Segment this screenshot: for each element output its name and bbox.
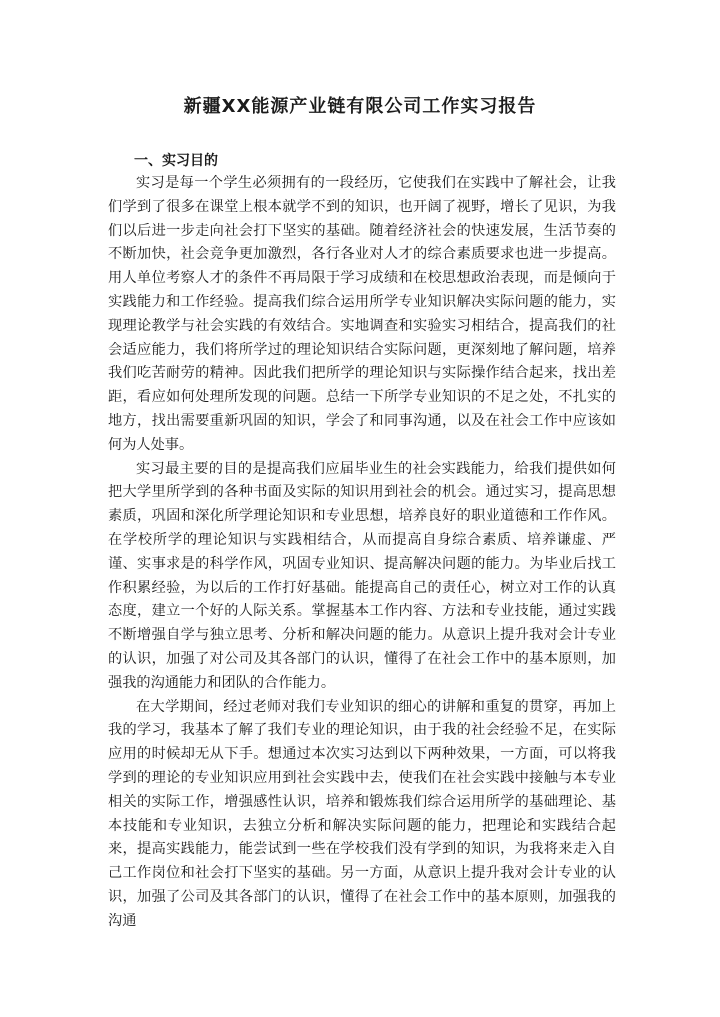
section-heading-purpose: 一、实习目的 — [134, 153, 218, 169]
body-paragraph: 实习是每一个学生必须拥有的一段经历，它使我们在实践中了解社会，让我们学到了很多在课堂上根本就学不到的知识，也开阔了视野，增长了见识，为我们以后进一步走向社会打下坚实的基础。随着经济社会的快速发展，生活节奏的不断加快，社会竞争更加激烈，各行各业对人才的综合素质要求也进一步提高。用人单位考察人才的条件不再局限于学习成绩和在校思想政治表现，而是倾向于实践能力和工作经验。提高我们综合运用所学专业知识解决实际问题的能力，实现理论教学与社会实践的有效结合。实地调查和实验实习相结合，提高我们的社会适应能力，我们将所学过的理论知识结合实际问题，更深刻地了解问题，培养我们吃苦耐劳的精神。因此我们把所学的理论知识与实际操作结合起来，找出差距，看应如何处理所发现的问题。总结一下所学专业知识的不足之处，不扎实的地方，找出需要重新巩固的知识，学会了和同事沟通，以及在社会工作中应该如何为人处事。 — [108, 175, 616, 453]
body-paragraph: 实习最主要的目的是提高我们应届毕业生的社会实践能力，给我们提供如何把大学里所学到的各种书面及实际的知识用到社会的机会。通过实习，提高思想素质，巩固和深化所学理论知识和专业思想，培养良好的职业道德和工作作风。在学校所学的理论知识与实践相结合，从而提高自身综合素质、培养谦虚、严谨、实事求是的科学作风，巩固专业知识、提高解决问题的能力。为毕业后找工作积累经验，为以后的工作打好基础。能提高自己的责任心，树立对工作的认真态度，建立一个好的人际关系。掌握基本工作内容、方法和专业技能，通过实践不断增强自学与独立思考、分析和解决问题的能力。从意识上提升我对会计专业的认识，加强了对公司及其各部门的认识，懂得了在社会工作中的基本原则，加强我的沟通能力和团队的合作能力。 — [108, 460, 616, 691]
body-paragraph: 在大学期间，经过老师对我们专业知识的细心的讲解和重复的贯穿，再加上我的学习，我基本了解了我们专业的理论知识，由于我的社会经验不足，在实际应用的时候却无从下手。想通过本次实习达到以下两种效果，一方面，可以将我学到的理论的专业知识应用到社会实践中去，使我们在社会实践中接触与本专业相关的实际工作，增强感性认识，培养和锻炼我们综合运用所学的基础理论、基本技能和专业知识，去独立分析和解决实际问题的能力，把理论和实践结合起来，提高实践能力，能尝试到一些在学校我们没有学到的知识，为我将来走入自己工作岗位和社会打下坚实的基础。另一方面，从意识上提升我对会计专业的认识，加强了公司及其各部门的认识，懂得了在社会工作中的基本原则，加强我的沟通 — [108, 698, 616, 929]
document-body — [108, 150, 616, 934]
document-title: 新疆XX能源产业链有限公司工作实习报告 — [183, 96, 537, 117]
